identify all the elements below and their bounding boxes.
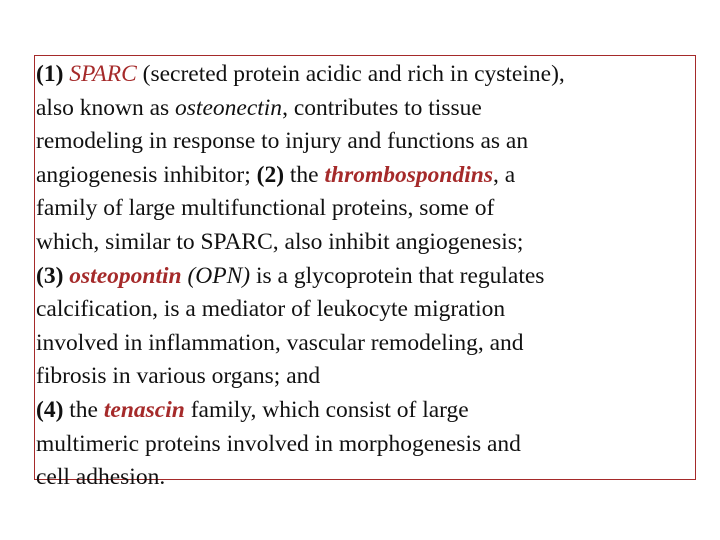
text-line-9: involved in inflammation, vascular remodeling, and bbox=[36, 329, 524, 356]
term-tenascin: tenascin bbox=[103, 396, 185, 423]
text-line-12: multimeric proteins involved in morphogenesis and bbox=[36, 430, 521, 457]
line-1-rest: (secreted protein acidic and rich in cysteine), bbox=[136, 61, 565, 87]
text-line-2 bbox=[36, 92, 686, 126]
term-osteonectin: osteonectin bbox=[175, 94, 283, 121]
text-line-1 bbox=[36, 58, 686, 92]
line-2-end: , contributes to tissue bbox=[282, 94, 482, 121]
text-line-8: calcification, is a mediator of leukocyte migration bbox=[36, 296, 506, 323]
line-11-end: family, which consist of large bbox=[184, 396, 469, 423]
text-line-10: fibrosis in various organs; and bbox=[36, 363, 321, 390]
line-4-end: , a bbox=[492, 161, 516, 188]
line-11-the: the bbox=[63, 396, 104, 423]
text-line-13: cell adhesion. bbox=[36, 464, 166, 491]
item-number-1: (1) bbox=[36, 61, 64, 87]
item-number-4: (4) bbox=[36, 396, 64, 423]
body-text bbox=[36, 58, 686, 495]
term-opn-abbr: (OPN) bbox=[187, 262, 251, 289]
text-line-4 bbox=[36, 159, 686, 193]
text-line-5: family of large multifunctional proteins, some of bbox=[36, 195, 495, 222]
item-number-3: (3) bbox=[36, 262, 64, 289]
term-thrombospondins: thrombospondins bbox=[324, 161, 493, 188]
text-line-11 bbox=[36, 394, 686, 428]
line-2-start: also known as bbox=[36, 94, 176, 121]
line-4-start: angiogenesis inhibitor; bbox=[36, 161, 257, 188]
term-osteopontin: osteopontin bbox=[69, 262, 182, 289]
text-line-3: remodeling in response to injury and functions as an bbox=[36, 128, 529, 155]
item-number-2: (2) bbox=[256, 161, 285, 188]
term-sparc: SPARC bbox=[69, 61, 137, 87]
text-line-7 bbox=[36, 260, 686, 294]
line-4-the: the bbox=[284, 161, 325, 188]
text-line-6: which, similar to SPARC, also inhibit angiogenesis; bbox=[36, 228, 524, 255]
line-7-end: is a glycoprotein that regulates bbox=[250, 262, 545, 289]
